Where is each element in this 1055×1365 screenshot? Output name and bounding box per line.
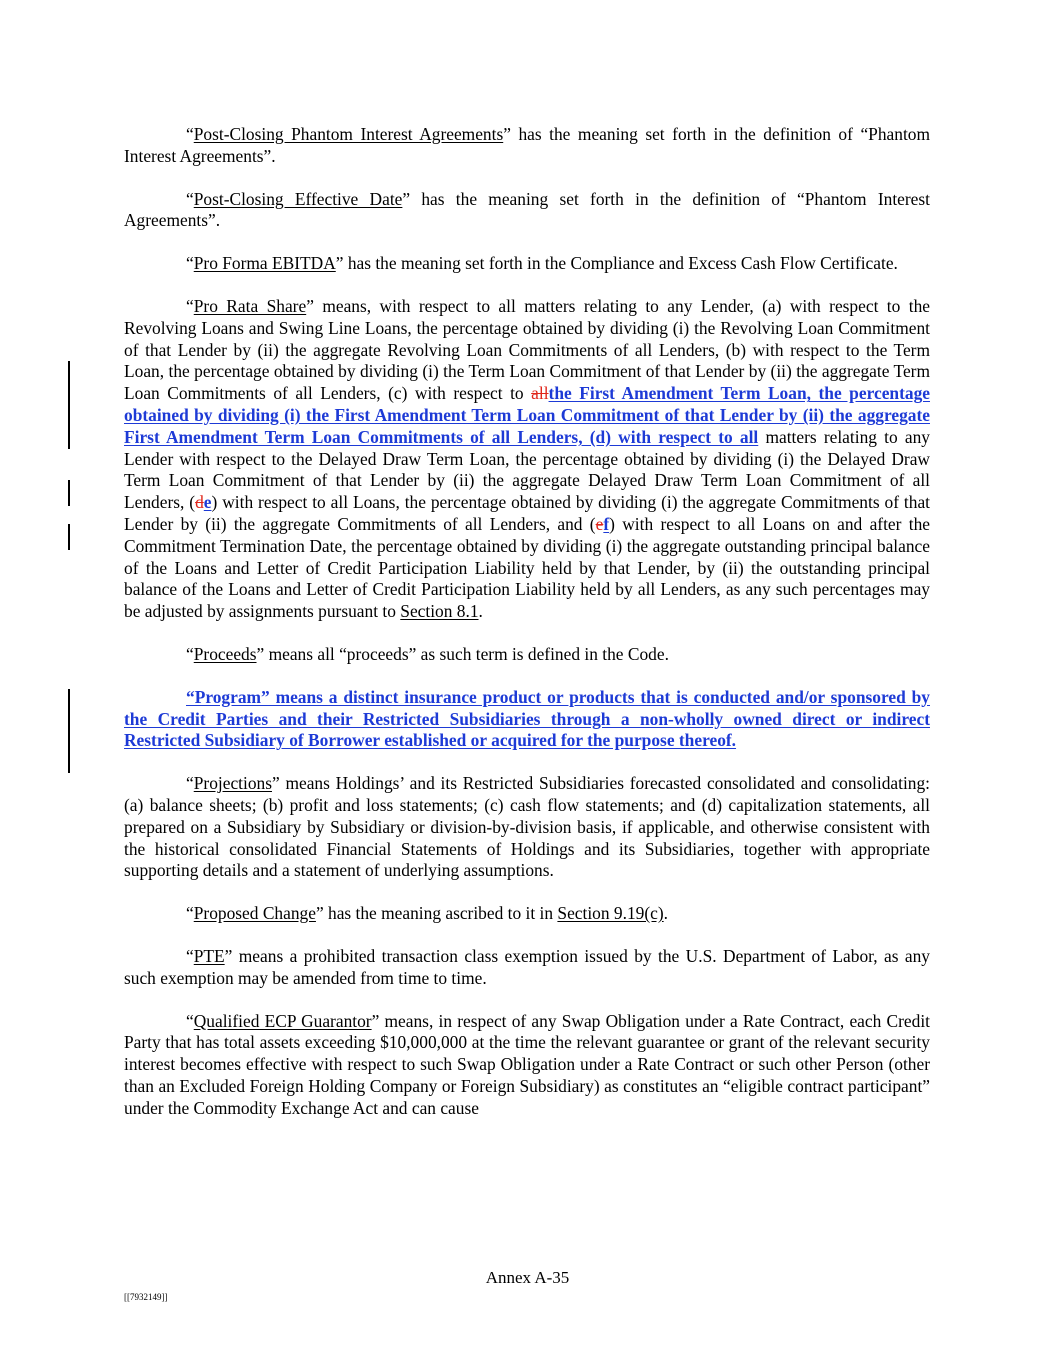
change-bar	[68, 361, 70, 449]
defined-term: Post-Closing Phantom Interest Agreements	[193, 124, 504, 144]
definition-proceeds	[124, 644, 930, 666]
inserted-text: f	[603, 513, 610, 534]
definition-text: ” means, with respect to all matters relating to any Lender, (a) with respect to the Revolving Loans and Swing Line Loans, the percentage obtained by dividing (i) the Revolving Loan Commitment of that Lender by (ii) the aggregate Revolving Loan Commitments of all Lenders, (b) with respect to the Term Loan, the percentage obtained by dividing (i) the Term Loan Commitment of that Lender by (ii) the aggregate Term Loan Commitments of all Lenders, (c) with respect to	[124, 295, 930, 404]
defined-term: Post-Closing Effective Date	[193, 188, 403, 209]
definition-text: ” means, in respect of any Swap Obligation under a Rate Contract, each Credit Party that has total assets exceeding $10,000,000 at the time the relevant guarantee or grant of the relevant security interest becomes effective with respect to such Swap Obligation under a Rate Contract or such other Person (other than an Excluded Foreign Holding Company or Foreign Subsidiary) as constitutes an “eligible contract participant” under the Commodity Exchange Act and can cause	[124, 1010, 930, 1118]
definition-pte	[124, 946, 930, 990]
period: .	[478, 601, 483, 622]
open-quote: “	[186, 1010, 194, 1031]
inserted-text: “Program” means a distinct insurance product or products that is conducted and/or sponsored by the Credit Parties and their Restricted Subsidiaries through a non-wholly owned direct or indirect Restricted Subsidiary of Borrower established or acquired for the purpose thereof.	[124, 686, 930, 751]
definition-text: ) with respect to all Loans on and after the Commitment Termination Date, the percentage obtained by dividing (i) the aggregate outstanding principal balance of the Loans and Letter of Credit Participation Liability held by that Lender, by (ii) the outstanding principal balance of the Loans and Letter of Credit Participation Liability held by all Lenders, as any such percentages may be adjusted by assignments pursuant to	[124, 513, 930, 622]
section-reference: Section 8.1	[400, 601, 479, 622]
definition-text: ” has the meaning set forth in the definition of “Phantom Interest Agreements”.	[124, 124, 930, 166]
definition-text: ” has the meaning ascribed to it in	[315, 903, 558, 924]
definition-text: ” means a prohibited transaction class exemption issued by the U.S. Department of Labor, as any such exemption may be amended from time to time.	[124, 945, 930, 988]
inserted-text: e	[203, 492, 212, 513]
definition-qualified-ecp-guarantor	[124, 1011, 930, 1120]
change-bar	[68, 480, 70, 506]
defined-term: Pro Rata Share	[193, 295, 307, 316]
defined-term: Projections	[193, 773, 272, 794]
open-quote: “	[186, 643, 194, 664]
open-quote: “	[186, 188, 194, 209]
change-bar	[68, 524, 70, 550]
document-id: [[7932149]]	[124, 1292, 168, 1302]
open-quote: “	[186, 773, 194, 794]
open-quote: “	[186, 295, 194, 316]
open-quote: “	[186, 945, 194, 966]
open-quote: “	[186, 903, 194, 924]
open-quote: “	[186, 253, 194, 274]
definition-text: ) with respect to all Loans, the percentage obtained by dividing (i) the aggregate Commitments of that Lender by (ii) the aggregate Commitments of all Lenders, and (	[124, 492, 930, 534]
defined-term: Proceeds	[193, 643, 257, 664]
definition-pro-rata-share	[124, 296, 930, 623]
definition-program-inserted	[124, 687, 930, 752]
deleted-text: all	[531, 383, 549, 404]
open-quote: “	[186, 124, 194, 144]
definition-text: matters relating to any Lender with respect to the Delayed Draw Term Loan, the percentage obtained by dividing (i) the Delayed Draw Term Loan Commitment of that Lender by (ii) the aggregate Delayed Draw Term Loan Commitment of all Lenders, (	[124, 426, 930, 513]
definition-text: ” has the meaning set forth in the Compliance and Excess Cash Flow Certificate.	[335, 253, 898, 274]
definition-proposed-change	[124, 903, 930, 925]
definition-post-closing-phantom-interest-agreements	[124, 124, 930, 168]
definition-text: ” means all “proceeds” as such term is defined in the Code.	[256, 643, 669, 664]
period: .	[663, 903, 669, 924]
definition-pro-forma-ebitda	[124, 253, 930, 275]
defined-term: Qualified ECP Guarantor	[193, 1010, 372, 1031]
definition-projections	[124, 773, 930, 882]
deleted-text: e	[595, 513, 604, 534]
defined-term: PTE	[193, 945, 225, 966]
defined-term: Proposed Change	[193, 903, 316, 924]
change-bar	[68, 689, 70, 773]
definition-post-closing-effective-date	[124, 189, 930, 233]
section-reference: Section 9.19(c)	[557, 903, 664, 924]
defined-term: Pro Forma EBITDA	[193, 253, 336, 274]
page-number: Annex A-35	[485, 1268, 570, 1287]
definition-text: ” has the meaning set forth in the definition of “Phantom Interest Agreements”.	[124, 188, 930, 231]
inserted-text: the First Amendment Term Loan, the percentage obtained by dividing (i) the First Amendment Term Loan Commitment of that Lender by (ii) the aggregate First Amendment Term Loan Commitments of all Lenders, (d) with respect to all	[124, 383, 930, 447]
document-body	[124, 124, 930, 1140]
deleted-text: d	[195, 492, 204, 513]
definition-text: ” means Holdings’ and its Restricted Subsidiaries forecasted consolidated and consolidating: (a) balance sheets; (b) profit and loss statements; (c) cash flow statements; and (d) capitalization statements, all prepared on a Subsidiary by Subsidiary or division-by-division basis, if applicable, and otherwise consistent with the historical consolidated Financial Statements of Holdings and its Subsidiaries, together with appropriate supporting details and a statement of underlying assumptions.	[124, 773, 930, 881]
